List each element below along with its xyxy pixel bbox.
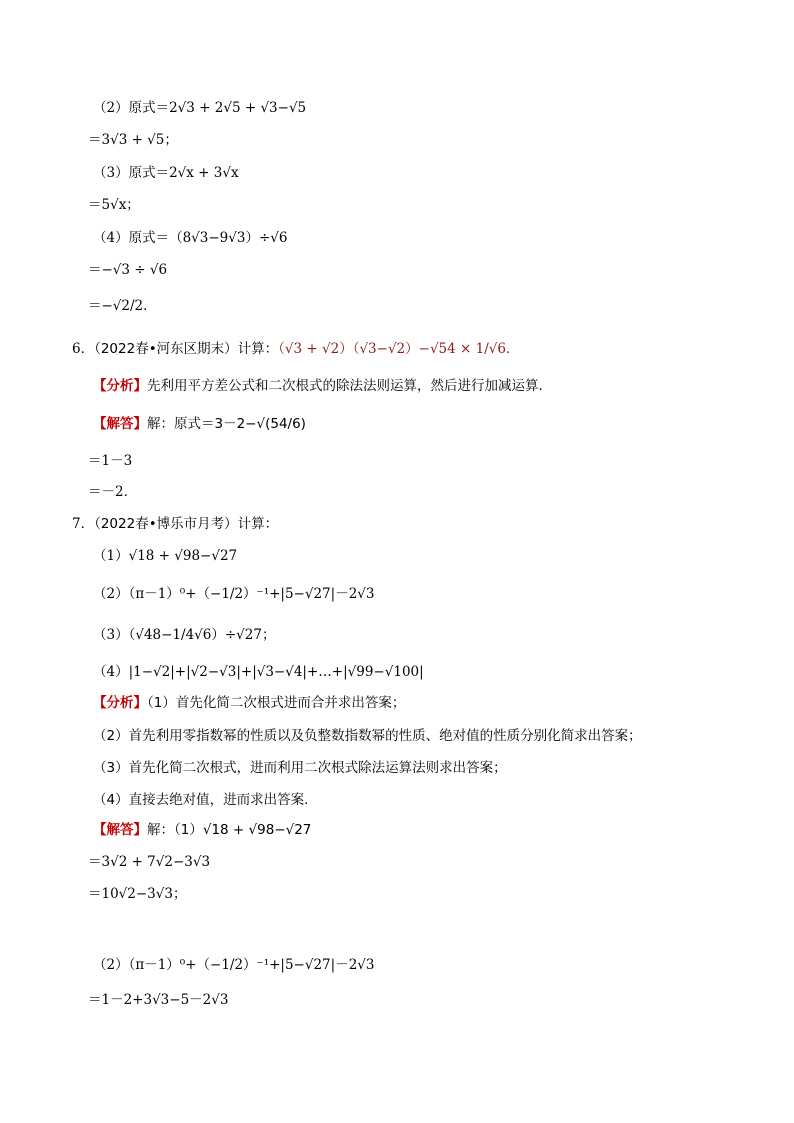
question-item: （4）|1−√2|+|√2−√3|+|√3−√4|+…+|√99−√100| — [93, 664, 424, 680]
answer-step: ＝－2． — [88, 484, 138, 500]
analysis-text: （1）首先化简二次根式进而合并求出答案； — [147, 695, 406, 711]
answer-step: ＝1－2+3√3−5－2√3 — [88, 992, 229, 1008]
analysis-tag: 【分析】 — [93, 695, 147, 711]
analysis-line: （2）首先利用零指数幂的性质以及负整数指数幂的性质、绝对值的性质分别化简求出答案； — [93, 728, 642, 744]
analysis-line: （3）首先化简二次根式，进而利用二次根式除法运算法则求出答案； — [93, 760, 507, 776]
question-source: （2022春•河东区期末）计算： — [94, 341, 279, 357]
answer-step: ＝1－3 — [88, 453, 133, 469]
solution-line: ＝−√3 ÷ √6 — [88, 262, 168, 278]
analysis-tag: 【分析】 — [93, 378, 147, 394]
solution-line: （3）原式＝2√x + 3√x — [93, 165, 239, 181]
answer-text: 解：（1）√18 + √98−√27 — [147, 822, 312, 838]
answer-step: ＝3√2 + 7√2−3√3 — [88, 854, 211, 870]
solution-line: ＝3√3 + √5； — [88, 132, 178, 148]
solution-line: （4）原式＝（8√3−9√3）÷√6 — [93, 230, 288, 246]
analysis-line — [93, 693, 405, 713]
question-6 — [72, 339, 519, 359]
solution-line: ＝5√x； — [88, 197, 140, 213]
answer-text: 解：原式＝3－2−√(54/6) — [147, 416, 306, 432]
question-expression: （√3 + √2）（√3−√2）−√54 × 1/√6． — [278, 341, 520, 357]
question-item: （2）（π－1）⁰+（−1/2）⁻¹+|5−√27|－2√3 — [93, 586, 375, 602]
answer-step: ＝10√2−3√3； — [88, 886, 187, 902]
question-7 — [72, 514, 278, 534]
answer-line — [93, 414, 306, 434]
question-number: 6． — [72, 341, 95, 357]
analysis-text: 先利用平方差公式和二次根式的除法法则运算，然后进行加减运算． — [147, 378, 552, 394]
answer-tag: 【解答】 — [93, 416, 147, 432]
answer-tag: 【解答】 — [93, 822, 147, 838]
question-source: （2022春•博乐市月考）计算： — [94, 516, 279, 532]
question-item: （1）√18 + √98−√27 — [93, 548, 238, 564]
answer-line: （2）（π－1）⁰+（−1/2）⁻¹+|5−√27|－2√3 — [93, 957, 375, 973]
analysis-line — [93, 376, 552, 396]
answer-line — [93, 820, 311, 840]
analysis-line: （4）直接去绝对值，进而求出答案． — [93, 792, 318, 808]
solution-line: （2）原式＝2√3 + 2√5 + √3−√5 — [93, 100, 307, 116]
question-number: 7． — [72, 516, 95, 532]
question-item: （3）（√48−1/4√6）÷√27； — [93, 627, 276, 643]
solution-line: ＝−√2/2． — [88, 298, 157, 314]
